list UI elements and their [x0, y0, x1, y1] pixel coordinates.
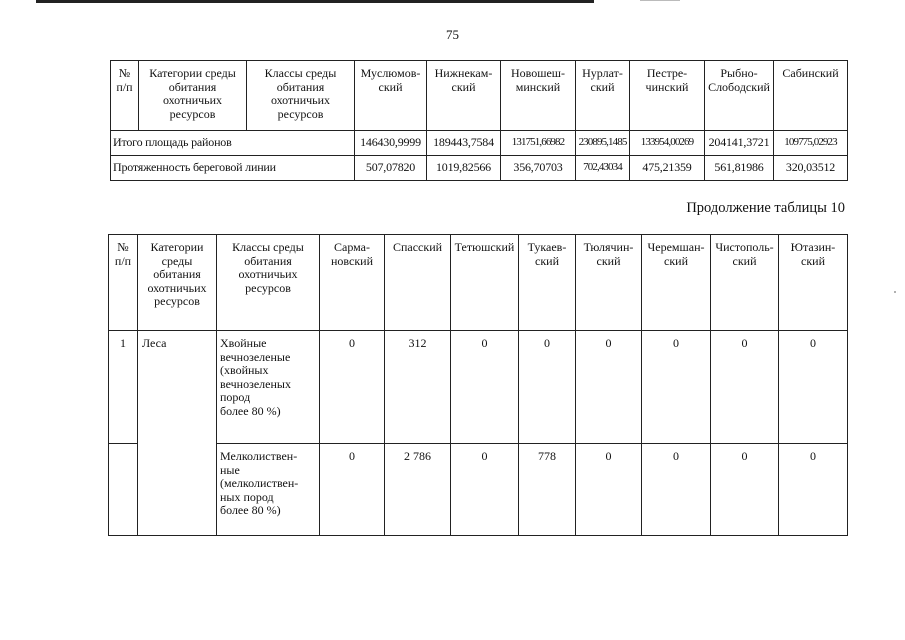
header-district: Сабинский [774, 61, 848, 131]
table-cell: 356,70703 [501, 156, 576, 181]
table-cell: 475,21359 [630, 156, 705, 181]
table-cell: 0 [451, 331, 519, 444]
table-cell: 0 [711, 331, 779, 444]
row-class: Мелколиствен- ные (мелколиствен- ных пород более 80 %) [217, 444, 320, 536]
table-header-row [109, 235, 848, 331]
table-area-totals [110, 60, 848, 181]
table-cell: 561,81986 [705, 156, 774, 181]
row-number [109, 444, 138, 536]
table-cell: 2 786 [385, 444, 451, 536]
header-district: Нижнекам- ский [427, 61, 501, 131]
header-category: Категории среды обитания охотничьих ресурсов [139, 61, 247, 131]
continuation-title: Продолжение таблицы 10 [686, 200, 845, 216]
header-number: № п/п [111, 61, 139, 131]
table-cell: 1019,82566 [427, 156, 501, 181]
table-habitat-classes [108, 234, 848, 536]
header-number: № п/п [109, 235, 138, 331]
header-district: Чистополь- ский [711, 235, 779, 331]
table-cell: 0 [779, 331, 848, 444]
table-cell: 230895,1485 [576, 131, 630, 156]
header-district: Муслюмов- ский [355, 61, 427, 131]
row-label: Протяженность береговой линии [111, 156, 355, 181]
header-district: Новошеш- минский [501, 61, 576, 131]
top-rule [36, 0, 594, 3]
table-cell: 131751,66982 [501, 131, 576, 156]
header-district: Рыбно- Слободский [705, 61, 774, 131]
table-cell: 204141,3721 [705, 131, 774, 156]
row-number: 1 [109, 331, 138, 444]
table-cell: 320,03512 [774, 156, 848, 181]
top-rule-faint [640, 0, 680, 1]
header-district: Пестре- чинский [630, 61, 705, 131]
header-district: Сарма- новский [320, 235, 385, 331]
header-district: Спасский [385, 235, 451, 331]
scan-speck [894, 291, 896, 293]
page-number: 75 [446, 27, 459, 42]
table-cell: 0 [642, 444, 711, 536]
table-row [109, 331, 848, 444]
table-cell: 133954,00269 [630, 131, 705, 156]
table-row [111, 156, 848, 181]
header-district: Тетюшский [451, 235, 519, 331]
row-class: Хвойные вечнозеленые (хвойных вечнозеленых пород более 80 %) [217, 331, 320, 444]
table-cell: 778 [519, 444, 576, 536]
header-district: Тукаев- ский [519, 235, 576, 331]
header-class: Классы среды обитания охотничьих ресурсов [247, 61, 355, 131]
table-cell: 702,43034 [576, 156, 630, 181]
table-cell: 0 [576, 331, 642, 444]
table-cell: 507,07820 [355, 156, 427, 181]
row-label: Итого площадь районов [111, 131, 355, 156]
table-cell: 0 [519, 331, 576, 444]
table-cell: 312 [385, 331, 451, 444]
header-district: Тюлячин- ский [576, 235, 642, 331]
table-cell: 0 [576, 444, 642, 536]
table-cell: 146430,9999 [355, 131, 427, 156]
row-category: Леса [138, 331, 217, 536]
table-cell: 0 [451, 444, 519, 536]
header-district: Ютазин- ский [779, 235, 848, 331]
table-row [109, 444, 848, 536]
table-header-row [111, 61, 848, 131]
table-row [111, 131, 848, 156]
header-category: Категории среды обитания охотничьих ресурсов [138, 235, 217, 331]
header-class: Классы среды обитания охотничьих ресурсов [217, 235, 320, 331]
table-cell: 0 [642, 331, 711, 444]
table-cell: 109775,02923 [774, 131, 848, 156]
table-cell: 0 [320, 444, 385, 536]
table-cell: 0 [320, 331, 385, 444]
table-cell: 189443,7584 [427, 131, 501, 156]
table-cell: 0 [711, 444, 779, 536]
table-cell: 0 [779, 444, 848, 536]
header-district: Черемшан- ский [642, 235, 711, 331]
header-district: Нурлат- ский [576, 61, 630, 131]
